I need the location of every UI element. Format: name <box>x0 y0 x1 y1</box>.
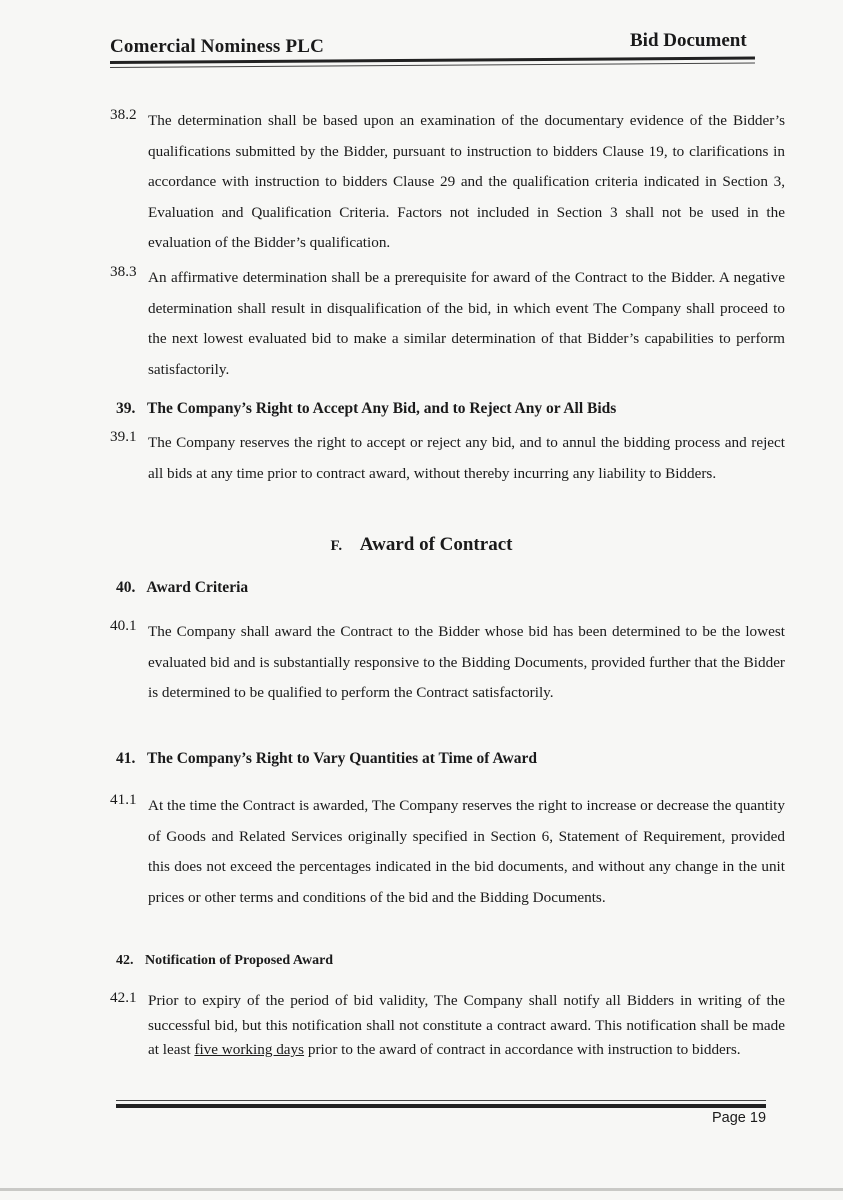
clause-text <box>148 989 785 1063</box>
heading-42 <box>116 953 333 969</box>
clause-42-1 <box>110 989 785 1063</box>
heading-number: 40. <box>116 579 136 596</box>
clause-number: 41.1 <box>110 791 137 808</box>
clause-text: At the time the Contract is awarded, The Company reserves the right to increase or decrease the quantity of Goods and Related Services originally specified in Section 6, Statement of Requirement, provided this does not exceed the percentages indicated in the bid documents, and without any change in the unit prices or other terms and conditions of the bid and the Bidding Documents. <box>148 797 785 906</box>
heading-number: 39. <box>116 400 136 417</box>
heading-40 <box>116 579 248 597</box>
footer-rule-thick <box>116 1104 766 1108</box>
clause-text: The Company shall award the Contract to the Bidder whose bid has been determined to be the lowest evaluated bid and is substantially responsive to the Bidding Documents, provided further that the Bidder is determined to be qualified to perform the Contract satisfactorily. <box>148 623 785 701</box>
heading-39 <box>116 400 616 418</box>
clause-text: An affirmative determination shall be a prerequisite for award of the Contract to the Bidder. A negative determination shall result in disqualification of the bid, in which event The Company shall proceed to the next lowest evaluated bid to make a similar determination of that Bidder’s capabilities to perform satisfactorily. <box>148 269 785 378</box>
clause-38-2 <box>110 106 785 259</box>
clause-text: The Company reserves the right to accept or reject any bid, and to annul the bidding process and reject all bids at any time prior to contract award, without thereby incurring any liability to Bidders. <box>148 434 785 482</box>
heading-title: The Company’s Right to Accept Any Bid, and to Reject Any or All Bids <box>146 400 617 417</box>
clause-text-end: prior to the award of contract in accordance with instruction to bidders. <box>307 1041 741 1058</box>
clause-39-1 <box>110 428 785 489</box>
clause-text-start: Prior to expiry of the period of bid validity, The Company shall notify all Bidders in writing of the successful bid, but this notification shall not constitute a contract award. This notification shall be made at least <box>148 992 785 1058</box>
clause-number: 38.3 <box>110 263 137 280</box>
page-number: Page 19 <box>712 1110 767 1126</box>
heading-title: Award Criteria <box>146 579 249 596</box>
heading-number: 41. <box>116 750 136 767</box>
heading-title: The Company’s Right to Vary Quantities at Time of Award <box>146 750 537 767</box>
heading-title: Notification of Proposed Award <box>145 953 334 968</box>
clause-text: The determination shall be based upon an examination of the documentary evidence of the Bidder’s qualifications submitted by the Bidder, pursuant to instruction to bidders Clause 19, to clarifications in accordance with instruction to bidders Clause 29 and the qualification criteria indicated in Section 3, Evaluation and Qualification Criteria. Factors not included in Section 3 shall not be used in the evaluation of the Bidder’s qualification. <box>148 112 785 251</box>
section-name: Award of Contract <box>359 534 513 555</box>
clause-38-3 <box>110 263 785 385</box>
clause-number: 42.1 <box>110 989 137 1006</box>
clause-number: 40.1 <box>110 617 137 634</box>
company-name: Comercial Nominess PLC <box>110 36 325 57</box>
clause-40-1 <box>110 617 785 709</box>
clause-41-1 <box>110 791 785 913</box>
clause-number: 38.2 <box>110 106 137 123</box>
section-f-title <box>0 534 843 556</box>
heading-number: 42. <box>116 953 134 968</box>
scan-edge <box>0 1188 843 1191</box>
document-type: Bid Document <box>630 30 747 51</box>
clause-number: 39.1 <box>110 428 137 445</box>
underlined-deadline: five working days <box>194 1041 305 1058</box>
heading-41 <box>116 750 537 768</box>
section-letter: F. <box>330 538 343 554</box>
footer-rule-thin <box>116 1100 766 1101</box>
